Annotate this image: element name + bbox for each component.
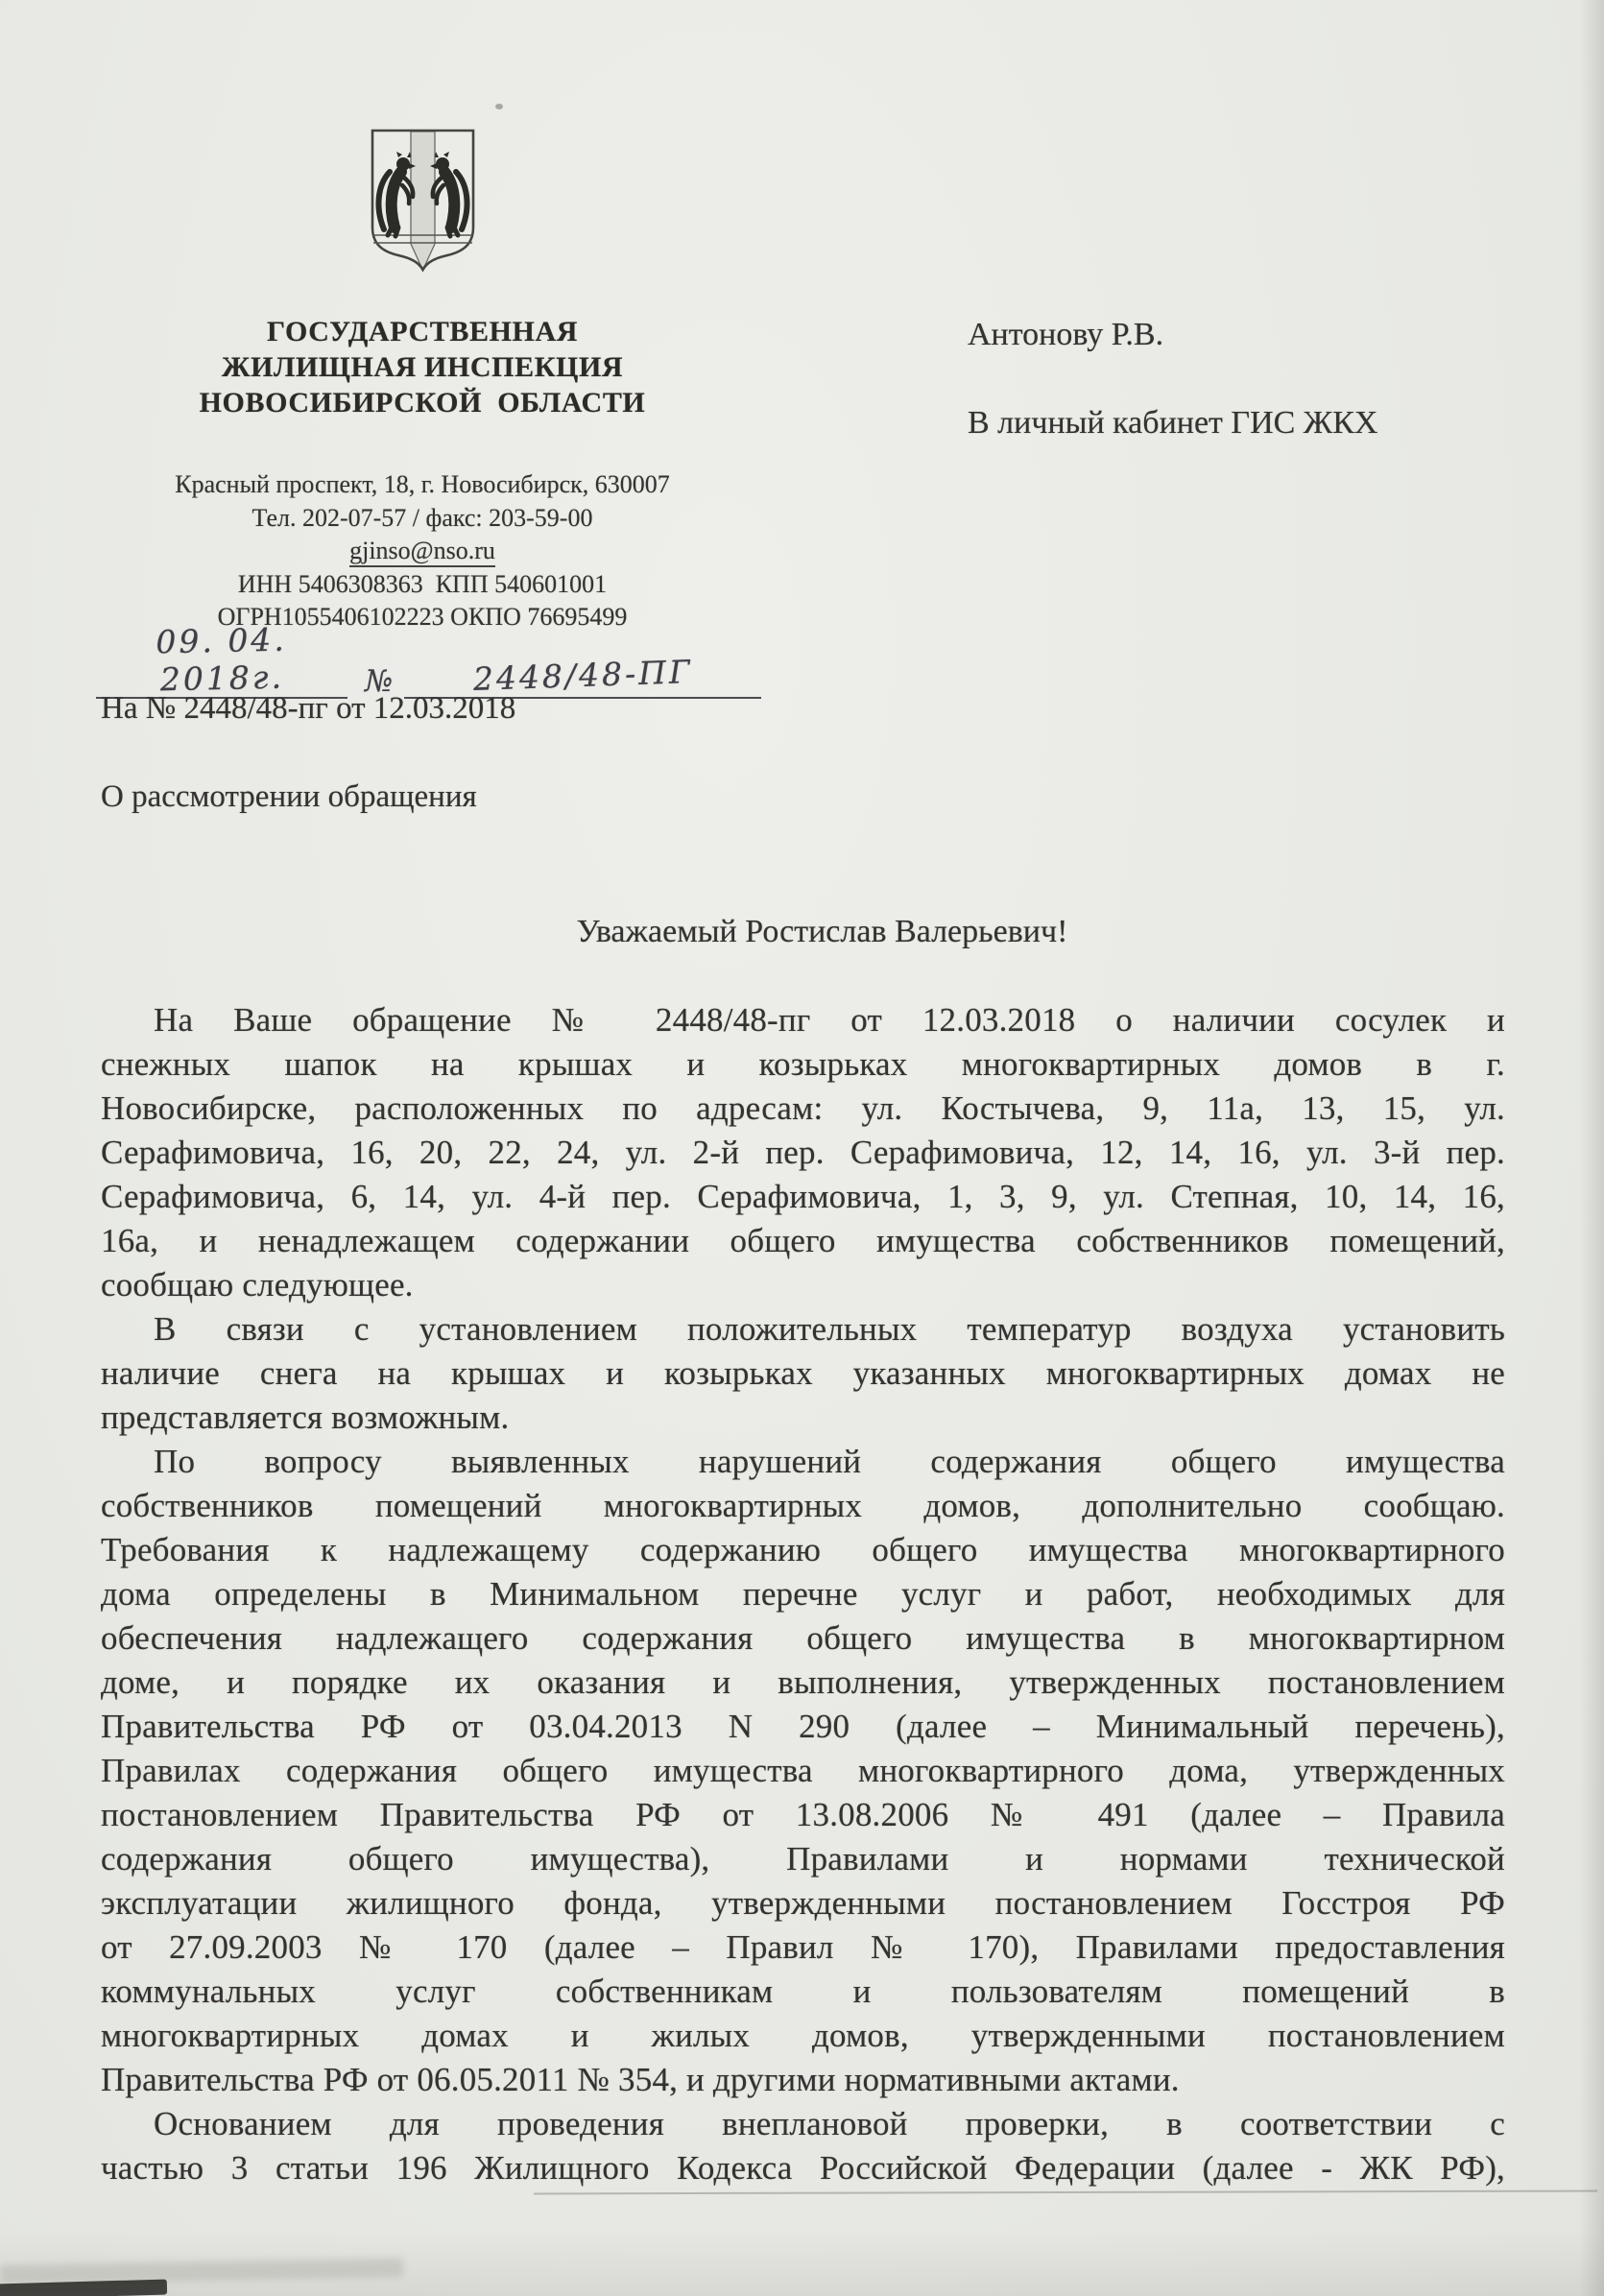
body-line: представляется возможным. bbox=[101, 1399, 510, 1436]
inn-kpp: ИНН 5406308363 КПП 540601001 bbox=[237, 569, 608, 598]
salutation: Уважаемый Ростислав Валерьевич! bbox=[576, 914, 1068, 949]
sable-right-icon bbox=[430, 152, 467, 236]
address-block bbox=[91, 468, 754, 634]
email-text: gjinso@nso.ru bbox=[349, 537, 495, 567]
handwritten-date: 09. 04. 2018г. bbox=[155, 620, 288, 699]
body-line: Правительства РФ от 03.04.2013 N 290 (далее – Минимальный перечень), bbox=[101, 1708, 1505, 1745]
scan-artifact-line bbox=[534, 2190, 1597, 2195]
coat-of-arms-novosibirsk-oblast-icon bbox=[369, 128, 477, 274]
scan-bottom-shadow bbox=[0, 2229, 1604, 2296]
org-name-line: ГОСУДАРСТВЕННАЯ bbox=[267, 316, 578, 347]
handwritten-number: 2448/48-ПГ bbox=[472, 653, 694, 698]
org-name-line: НОВОСИБИРСКОЙ ОБЛАСТИ bbox=[199, 387, 646, 419]
body-line: снежных шапок на крышах и козырьках многоквартирных домов в г. bbox=[101, 1045, 1505, 1083]
phone-fax: Тел. 202-07-57 / факс: 203-59-00 bbox=[251, 503, 593, 532]
postal-address: Красный проспект, 18, г. Новосибирск, 630007 bbox=[175, 470, 670, 498]
body-line: от 27.09.2003 № 170 (далее – Правил № 170), Правилами предоставления bbox=[101, 1928, 1505, 1966]
recipient-delivery: В личный кабинет ГИС ЖКХ bbox=[968, 405, 1378, 441]
body-line: постановлением Правительства РФ от 13.08.2006 № 491 (далее – Правила bbox=[101, 1796, 1505, 1833]
recipient-name: Антонову Р.В. bbox=[968, 317, 1164, 352]
org-name-line: ЖИЛИЩНАЯ ИНСПЕКЦИЯ bbox=[221, 351, 624, 383]
body-line: дома определены в Минимальном перечне услуг и работ, необходимых для bbox=[101, 1575, 1505, 1613]
scan-right-edge-shadow bbox=[1579, 0, 1604, 2296]
body-line: сообщаю следующее. bbox=[101, 1266, 414, 1303]
number-sign: № bbox=[365, 664, 394, 699]
body-line: эксплуатации жилищного фонда, утвержденными постановлением Госстроя РФ bbox=[101, 1884, 1505, 1922]
body-line: наличие снега на крышах и козырьках указанных многоквартирных домах не bbox=[101, 1354, 1505, 1392]
body-line: Правилах содержания общего имущества многоквартирного дома, утвержденных bbox=[101, 1752, 1505, 1789]
date-blank-line bbox=[96, 622, 347, 699]
subject-line: О рассмотрении обращения bbox=[101, 779, 477, 814]
paragraphs-container bbox=[101, 998, 1505, 2190]
paragraph bbox=[101, 1307, 1505, 1440]
body-line: содержания общего имущества), Правилами и нормами технической bbox=[101, 1840, 1505, 1877]
body-line: На Ваше обращение № 2448/48-пг от 12.03.2018 о наличии сосулек и bbox=[154, 1001, 1505, 1039]
body-line: коммунальных услуг собственникам и пользователям помещений в bbox=[101, 1973, 1505, 2010]
reference-line: На № 2448/48-пг от 12.03.2018 bbox=[101, 691, 516, 726]
body-line: многоквартирных домах и жилых домов, утвержденными постановлением bbox=[101, 2017, 1505, 2054]
letterhead bbox=[91, 314, 754, 634]
paragraph bbox=[101, 998, 1505, 1307]
body-line: частью 3 статьи 196 Жилищного Кодекса Российской Федерации (далее - ЖК РФ), bbox=[101, 2149, 1505, 2187]
body-line: Основанием для проведения внеплановой проверки, в соответствии с bbox=[154, 2105, 1505, 2142]
scan-speck bbox=[495, 104, 503, 109]
registration-line bbox=[96, 622, 761, 699]
body-line: Правительства РФ от 06.05.2011 № 354, и другими нормативными актами. bbox=[101, 2061, 1180, 2098]
paragraph bbox=[101, 2102, 1505, 2190]
body-line: Серафимовича, 6, 14, ул. 4-й пер. Серафимовича, 1, 3, 9, ул. Степная, 10, 14, 16, bbox=[101, 1178, 1505, 1215]
body-line: 16а, и ненадлежащем содержании общего имущества собственников помещений, bbox=[101, 1222, 1505, 1259]
body-line: обеспечения надлежащего содержания общего имущества в многоквартирном bbox=[101, 1619, 1505, 1657]
letter-body bbox=[101, 912, 1505, 2190]
body-line: В связи с установлением положительных температур воздуха установить bbox=[154, 1310, 1505, 1348]
sable-left-icon bbox=[378, 152, 416, 236]
body-line: Серафимовича, 16, 20, 22, 24, ул. 2-й пер. Серафимовича, 12, 14, 16, ул. 3-й пер. bbox=[101, 1134, 1505, 1171]
body-line: собственников помещений многоквартирных домов, дополнительно сообщаю. bbox=[101, 1487, 1505, 1524]
body-line: доме, и порядке их оказания и выполнения, утвержденных постановлением bbox=[101, 1663, 1505, 1701]
body-line: По вопросу выявленных нарушений содержания общего имущества bbox=[154, 1443, 1505, 1480]
org-name bbox=[91, 314, 754, 420]
ogrn-okpo: ОГРН1055406102223 ОКПО 76695499 bbox=[217, 603, 628, 631]
recipient-block bbox=[968, 315, 1378, 443]
email-line bbox=[91, 535, 754, 568]
crest-shield-icon bbox=[369, 128, 477, 274]
paragraph bbox=[101, 1440, 1505, 2102]
body-line: Требования к надлежащему содержанию общего имущества многоквартирного bbox=[101, 1531, 1505, 1568]
body-line: Новосибирске, расположенных по адресам: ул. Костычева, 9, 11а, 13, 15, ул. bbox=[101, 1089, 1505, 1127]
